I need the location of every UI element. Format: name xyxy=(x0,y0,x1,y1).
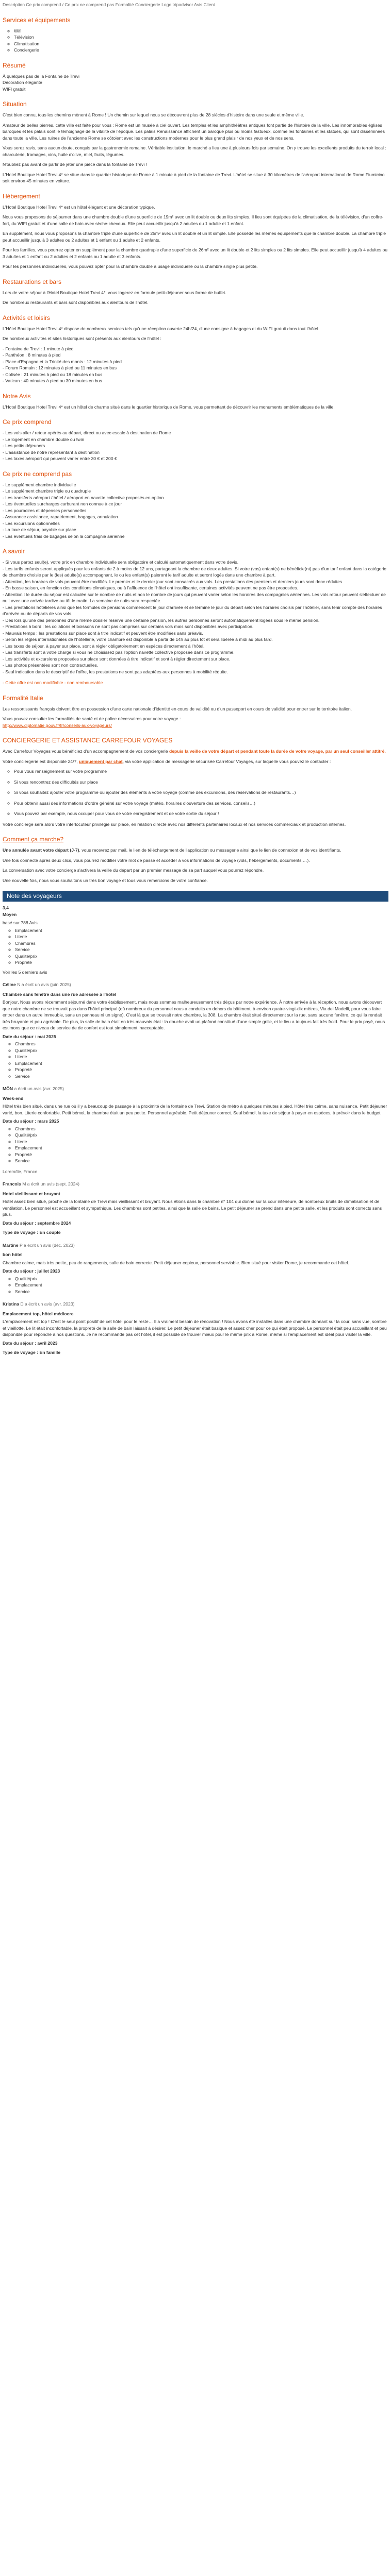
a-savoir-section xyxy=(3,548,388,686)
review-body: L'emplacement est top ! C'est le seul point positif de cet hôtel pour le reste… Il a vraiment besoin de rénovation ! Nous avons été installés dans une chambre donnant sur la cour, sans vue, sombre et vieillotte. Le lit était inconfortable, la propreté de la salle de bain laissait à désirer. Le petit déjeuner était basique et assez cher pour ce qui était proposé. Le personnel était peu accueillant et peu disponible pour répondre à nos questions. Je ne recommande pas cet hôtel, il est possible de trouver mieux pour le même prix à Rome, même si l'emplacement est idéal pour visiter la ville. xyxy=(3,1319,387,1337)
prix-nonc-item: - Les éventuelles surcharges carburant non connue à ce jour xyxy=(3,501,122,506)
conciergerie-text: Votre conciergerie est disponible 24/7, xyxy=(3,758,79,764)
review-meta: a écrit un avis (avr. 2025) xyxy=(14,1086,64,1091)
review-body: Chambre calme, mais très petite, peu de rangements, salle de bain correcte. Petit déjeuner copieux, personnel serviable. Bien situé pour visiter Rome, je recommande cet hôtel. xyxy=(3,1260,349,1265)
resume-section xyxy=(3,62,388,93)
conciergerie-paragraph: Votre concierge sera alors votre interlocuteur privilégié sur place, en relation directe avec nos différents partenaires locaux et nos services commerciaux et production internes. xyxy=(3,821,346,827)
review-criteria xyxy=(3,1126,388,1164)
prix-comprend-item: - Le logement en chambre double ou twin xyxy=(3,436,85,442)
conciergerie-section xyxy=(3,737,388,827)
review-header xyxy=(3,981,388,988)
prix-nonc-item: - Assurance assistance, rapatriement, bagages, annulation xyxy=(3,514,118,519)
reviewer-name: Céline xyxy=(3,982,16,987)
comment-section xyxy=(3,836,388,884)
services-title: Services et équipements xyxy=(3,16,71,24)
review-criterion: ◦ Chambres xyxy=(15,1041,388,1047)
review-type: Type de voyage : En famille xyxy=(3,1350,61,1355)
situation-title: Situation xyxy=(3,100,27,108)
review-title: Week-end xyxy=(3,1095,24,1101)
formalite-section xyxy=(3,694,388,729)
conciergerie-paragraph xyxy=(3,758,388,765)
review-location: Lorem/Ile, France xyxy=(3,1168,38,1174)
intro-line: Description Ce prix comprend / Ce prix ne comprend pas Formalité Conciergerie Logo tripadvisor Avis Client xyxy=(3,2,215,7)
conciergerie-item: ◦ Si vous souhaitez ajouter votre programme ou ajouter des éléments à votre voyage (comme des excursions, des réservations de restaurants…) xyxy=(14,789,388,796)
a-savoir-item: - Les prestations hôtelières ainsi que les formules de pensions commencent le jour d'arrivée et se termine le jour du départ selon les horaires choisis par l'hôtelier, sans tenir compte des horaires d'arrivée ou de départs de vos vols. xyxy=(3,604,382,616)
hebergement-paragraph: L'Hotel Boutique Hotel Trevi 4* est un hôtel élégant et une décoration typique. xyxy=(3,204,155,210)
a-savoir-item: - Mauvais temps : les prestations sur place sont à titre indicatif et peuvent être modifiées sans préavis. xyxy=(3,630,203,636)
review-meta: P a écrit un avis (déc. 2023) xyxy=(19,1242,75,1248)
review-title: Hotel vieillissant et bruyant xyxy=(3,1191,60,1196)
prix-nonc-item: - Le supplément chambre individuelle xyxy=(3,482,76,487)
a-savoir-item: - Prestations à bord : les collations et boissons ne sont pas comprises sur certains vols mais sont disponibles avec participation. xyxy=(3,624,254,629)
prix-comprend-item: - Les vols aller / retour opérés au départ, direct ou avec escale à destination de Rome xyxy=(3,430,171,435)
review-date: Date du séjour : mai 2025 xyxy=(3,1033,56,1039)
restaurations-title: Restaurations et bars xyxy=(3,278,62,285)
situation-paragraph: L'Hotel Boutique Hotel Trevi 4* se situe dans le quartier historique de Rome à 1 minute à pied de la fontaine de Trevi. L'hôtel se situe à 30 kilomètres de l'aéroport international de Rome Fiumicino soit environ 45 minutes en voiture. xyxy=(3,172,385,183)
reviewer-name: MÖN xyxy=(3,1086,13,1091)
review-title: Chambre sans fenêtre dans une rue adressée à l'hôtel xyxy=(3,991,117,997)
review-criterion: ◦ Emplacement xyxy=(15,1060,388,1067)
non-modifiable-notice: - Cette offre est non modifiable - non remboursable xyxy=(3,680,103,685)
situation-paragraph: Vous serez ravis, sans aucun doute, conquis par la gastronomie romaine. Véritable institution, le marché a lieu une à plusieurs fois par semaine. On y trouve les excellents produits du terroir local : charcuterie, fromages, vins, huile d'olive, miel, fruits, légumes. xyxy=(3,145,386,157)
services-list xyxy=(3,28,388,54)
rating-label: Moyen xyxy=(3,911,17,917)
resume-lines xyxy=(3,73,388,93)
review-criteria xyxy=(3,1276,388,1295)
review-title: Emplacement top, hôtel médiocre xyxy=(3,1311,74,1316)
a-savoir-list xyxy=(3,559,388,675)
criterion-item: ◦ Service xyxy=(15,946,388,953)
restaurations-paragraph: Lors de votre séjour à l'Hotel Boutique Hotel Trevi 4*, vous logerez en formule petit-déjeuner sous forme de buffet. xyxy=(3,290,226,295)
voyageurs-bar: Note des voyageurs xyxy=(3,891,388,902)
review-criterion: ◦ Chambres xyxy=(15,1126,388,1132)
conciergerie-text: , via votre application de messagerie sécurisée Carrefour Voyages, sur laquelle vous pouvez le contacter : xyxy=(122,758,331,764)
conciergerie-item: ◦ Pour obtenir aussi des informations d'ordre général sur votre voyage (météo, horaires d'ouverture des services, conseils…) xyxy=(14,800,388,807)
conciergerie-item: ◦ Pour vous renseignement sur votre programme xyxy=(14,768,388,775)
review-title: bon hôtel xyxy=(3,1252,23,1257)
criterion-item: ◦ Qualité/prix xyxy=(15,953,388,960)
reviewer-name: Kristina xyxy=(3,1301,19,1307)
review-criterion: ◦ Service xyxy=(15,1158,388,1164)
a-savoir-item: - En basse saison, en fonction des conditions climatiques, ou à l'affluence de l'hôtel ont insuffisante, certaines activités peuvent ne pas être proposées. xyxy=(3,585,298,590)
formalite-title: Formalité Italie xyxy=(3,694,43,702)
review-card xyxy=(3,1181,388,1236)
resume-line: WIFI gratuit xyxy=(3,86,26,92)
activites-paragraph: L'Hôtel Boutique Hotel Trevi 4* dispose de nombreux services tels qu'une réception ouverte 24h/24, d'une consigne à bagages et du WIFI gratuit dans tout l'hôtel. xyxy=(3,326,320,331)
activites-sites xyxy=(3,346,388,384)
activites-paragraph: De nombreux activités et sites historiques sont présents aux alentours de l'hôtel : xyxy=(3,336,161,341)
comment-paragraph: Une nouvelle fois, nous vous souhaitons un très bon voyage et tous vous remercions de votre confiance. xyxy=(3,877,208,883)
rating-criteria xyxy=(3,927,388,966)
review-date: Date du séjour : juillet 2023 xyxy=(3,1268,60,1274)
comment-paragraph: Une fois connecté après deux clics, vous pourrez modifier votre mot de passe et accéder à vos informations de voyage (vols, hébergements, documents,…). xyxy=(3,857,310,863)
review-card xyxy=(3,1086,388,1175)
service-item: ◦ Wifi xyxy=(14,28,388,35)
prix-nonc-item: - Les pourboires et dépenses personnelles xyxy=(3,507,87,513)
a-savoir-item: - Attention : le durée du séjour est calculée sur le nombre de nuits et non le nombre de jours qui peuvent varier selon les horaires des compagnies aériennes. Les vols retour peuvent s'effectuer de nuit avec une arrivée tardive ou tôt le matin. La semaine de nuits sera respectée. xyxy=(3,591,386,603)
see-reviews-link[interactable]: Voir les 5 derniers avis xyxy=(3,969,47,975)
review-criterion: ◦ Service xyxy=(15,1289,388,1295)
criterion-item: ◦ Propreté xyxy=(15,959,388,966)
comment-text: , vous recevrez par mail, le lien de téléchargement de l'application ou messagerie ainsi que le lien de connexion et de vos identifiants. xyxy=(79,848,341,853)
a-savoir-item: - Les taxes de séjour, à payer sur place, sont à régler obligatoirement en espèces directement à l'hôtel. xyxy=(3,643,205,649)
service-item: ◦ Télévision xyxy=(14,34,388,41)
review-criterion: ◦ Qualité/prix xyxy=(15,1132,388,1139)
review-card xyxy=(3,981,388,1079)
review-criterion: ◦ Literie xyxy=(15,1139,388,1145)
restaurations-section xyxy=(3,278,388,306)
prix-nonc-item: - Les éventuels frais de bagages selon la compagnie aérienne xyxy=(3,533,125,539)
conciergerie-paragraph xyxy=(3,748,388,755)
notre-avis-section xyxy=(3,393,388,411)
hebergement-paragraph: Pour les personnes individuelles, vous pouvez opter pour la chambre double à usage individuelle ou la chambre single plus petite. xyxy=(3,264,258,269)
situation-paragraph: Amateur de belles pierres, cette ville est faite pour vous : Rome est un musée à ciel ouvert. Les temples et les amphithéâtres antiques font partie de l'histoire de la ville. Les innombrables églises baroques et les palais sont le témoignage de la vitalité de l'époque. Les palais Renaissance affichent un baroque plus ou moins fastueux, comme les fontaines et les statues, qui sont disséminées dans toute la ville. Les ruines de l'ancienne Rome se côtoient avec les constructions modernes pour le plus grand plaisir de nos yeux et de nos sens. xyxy=(3,122,385,141)
review-type: Type de voyage : En couple xyxy=(3,1230,61,1235)
a-savoir-item: - Seul indication dans le descriptif de l'offre, les prestations ne sont pas adaptées aux personnes à mobilité réduite. xyxy=(3,669,228,674)
review-date: Date du séjour : septembre 2024 xyxy=(3,1220,71,1226)
services-section xyxy=(3,16,388,54)
review-criterion: ◦ Emplacement xyxy=(15,1282,388,1289)
service-item: ◦ Conciergerie xyxy=(14,47,388,54)
site-line: - Vatican : 40 minutes à pied ou 30 minutes en bus xyxy=(3,378,102,383)
hebergement-section xyxy=(3,193,388,270)
review-criterion: ◦ Literie xyxy=(15,1054,388,1060)
prix-nonc-section xyxy=(3,470,388,540)
prix-comprend-title: Ce prix comprend xyxy=(3,418,52,426)
review-header xyxy=(3,1181,388,1188)
comment-title: Comment ça marche? xyxy=(3,836,64,843)
situation-paragraph: C'est bien connu, tous les chemins mènent à Rome ! Un chemin sur lequel nous se découvrent plus de 28 siècles d'histoire dans une seule et même ville. xyxy=(3,112,304,117)
conciergerie-item: ◦ Si vous rencontrez des difficultés sur place xyxy=(14,779,388,786)
site-line: - Place d'Espagne et la Trinité des monts : 12 minutes à pied xyxy=(3,359,122,364)
site-line: - Panthéon : 8 minutes à pied xyxy=(3,352,61,358)
rating-based-on: basé sur 788 Avis xyxy=(3,920,38,925)
activites-section xyxy=(3,314,388,384)
conciergerie-list xyxy=(3,768,388,817)
prix-nonc-item: - Le supplément chambre triple ou quadruple xyxy=(3,488,91,494)
comment-paragraph: La conversation avec votre concierge s'activera la veille du départ par un premier message de sa part auquel vous pourrez répondre. xyxy=(3,868,264,873)
conciergerie-title: CONCIERGERIE ET ASSISTANCE CARREFOUR VOYAGES xyxy=(3,737,173,744)
activites-title: Activités et loisirs xyxy=(3,314,51,321)
review-body: Hôtel très bien situé, dans une rue où il y a beaucoup de passage à la proximité de la fontaine de Trevi. Station de métro à quelques minutes à pied. Hôtel très calme, sans nuisance. Petit déjeuner varié, bon. Literie confortable. Petit bémol, la chambre était un peu petite. Personnel agréable. Petit déjeuner correct. Seul bémol, la taxe de séjour à payer en espèces, à prévoir dans le budget. xyxy=(3,1104,387,1115)
a-savoir-item: - Les photos présentées sont non contractuelles. xyxy=(3,663,99,668)
review-header xyxy=(3,1086,388,1092)
conciergerie-text: Avec Carrefour Voyages vous bénéficiez d'un accompagnement de vos conciergerie xyxy=(3,749,169,754)
prix-comprend-list xyxy=(3,430,388,462)
conciergerie-item: ◦ Vous pouvez par exemple, nous occuper pour vous de votre enregistrement et de votre sortie du séjour ! xyxy=(14,810,388,817)
reviews-list xyxy=(3,981,388,1356)
notre-avis-paragraph: L'Hotel Boutique Hotel Trevi 4* est un hôtel de charme situé dans le quartier historique de Rome, vous permettant de découvrir les monuments emblématiques de la ville. xyxy=(3,404,335,410)
prix-nonc-item: - La taxe de séjour, payable sur place xyxy=(3,527,76,532)
prix-comprend-item: - L'assistance de notre représentant à destination xyxy=(3,449,100,455)
review-criterion: ◦ Qualité/prix xyxy=(15,1047,388,1054)
situation-section xyxy=(3,100,388,184)
hebergement-title: Hébergement xyxy=(3,192,40,200)
review-card xyxy=(3,1301,388,1356)
service-item: ◦ Climatisation xyxy=(14,41,388,47)
site-line: - Fontaine de Trevi : 1 minute à pied xyxy=(3,346,74,351)
prix-comprend-section xyxy=(3,418,388,462)
rating-score: 3,4 xyxy=(3,905,9,910)
conciergerie-highlight: uniquement par chat xyxy=(79,758,123,764)
review-meta: M a écrit un avis (sept. 2024) xyxy=(22,1181,80,1187)
review-body: Hotel assez bien situé, proche de la fontaine de Trevi mais vieillissant et bruyant. Nous étions dans la chambre n° 104 qui donne sur la cour intérieure, de nombreux bruits de climatisation et de ventilation. Le personnel est accueillant et sympathique. Les chambres sont petites, ainsi que la salle de bains. Le petit déjeuner se prend dans une petite salle, et les produits sont corrects sans plus. xyxy=(3,1199,382,1217)
review-criterion: ◦ Propreté xyxy=(15,1151,388,1158)
review-meta: D a écrit un avis (avr. 2023) xyxy=(20,1301,75,1307)
reviewer-name: Francois xyxy=(3,1181,21,1187)
prix-comprend-item: - Les petits déjeuners xyxy=(3,443,45,448)
prix-nonc-list xyxy=(3,482,388,540)
conciergerie-highlight: depuis la veille de votre départ et pendant toute la durée de votre voyage, par un seul conseiller attitré. xyxy=(169,749,386,754)
reviewer-name: Martine xyxy=(3,1242,19,1248)
review-card xyxy=(3,1242,388,1295)
criterion-item: ◦ Emplacement xyxy=(15,927,388,934)
a-savoir-item: - Les tarifs enfants seront appliqués pour les enfants de 2 à moins de 12 ans, partageant la chambre de deux adultes. Si votre (vos) enfant(s) ne bénéficie(nt) pas d'un tarif enfant dans la catégorie de chambre choisie par le (les) adulte(s) accompagnant, le ou les enfant(s) paieront le tarif adulte et seront logés dans une chambre à part. xyxy=(3,566,387,578)
criterion-item: ◦ Chambres xyxy=(15,940,388,947)
notre-avis-title: Notre Avis xyxy=(3,392,31,400)
site-line: - Colisée : 21 minutes à pied ou 18 minutes en bus xyxy=(3,371,103,377)
review-header xyxy=(3,1301,388,1308)
restaurations-paragraph: De nombreux restaurants et bars sont disponibles aux alentours de l'hôtel. xyxy=(3,300,149,305)
review-body: Bonjour, Nous avons récemment séjourné dans votre établissement, mais nous sommes malheureusement très déçus par notre expérience. À notre arrivée à la réception, nous avons découvert que notre chambre ne se trouvait pas dans l'hôtel principal (où nombreux du personnel nous a conduits en dehors du bâtiment, à environ quatre-vingt-dix mètres, Via dei Modelli, pour vous faire entrer dans un autre immeuble, sans un panneau ni un signe). C'est là que se trouvait notre chambre, la 308. La chambre était situé directement sur la rue, sans aucune fenêtre, ce qui la rendait très bruyante et peu agréable. De plus, la salle de bain était en très mauvais état : la douche avait un plafond constitué d'une simple grille, et le lieu a toujours fait très froid. Pour le prix payé, nous estimons que ce niveau de service de de confort est tout simplement inacceptable. xyxy=(3,999,385,1030)
a-savoir-item: - Selon les règles internationales de l'hôtellerie, votre chambre est disponible à partir de 14h au plus tôt et sera libérée à midi au plus tard. xyxy=(3,637,273,642)
review-criterion: ◦ Qualité/prix xyxy=(15,1276,388,1282)
a-savoir-item: - Attention, les horaires de vols peuvent être modifiés. Le premier et le dernier jour sont consacrés aux vols. Les prestations des premiers et derniers jours sont donc réduites. xyxy=(3,579,344,584)
resume-line: À quelques pas de la Fontaine de Trevi xyxy=(3,73,80,79)
prix-nonc-title: Ce prix ne comprend pas xyxy=(3,470,72,478)
hebergement-paragraph: En supplément, nous vous proposons la chambre triple d'une superficie de 25m² avec un lit double et un lit simple. Elle possède les mêmes équipements que la chambre double. La chambre triple peut accueillir jusqu'à 3 adultes ou 2 adultes et 1 enfant ou 1 adulte et 2 enfants. xyxy=(3,231,386,243)
review-criteria xyxy=(3,1041,388,1079)
a-savoir-item: - Les transferts sont à votre charge si vous ne choisissez pas l'option navette collective proposée dans ce programme. xyxy=(3,650,235,655)
comment-paragraph xyxy=(3,847,388,854)
review-criterion: ◦ Propreté xyxy=(15,1066,388,1073)
a-savoir-item: - Les activités et excursions proposées sur place sont données à titre indicatif et sont à régler directement sur place. xyxy=(3,656,231,662)
a-savoir-item: - Dès lors qu'une des personnes d'une même dossier réserve une certaine pension, les autres personnes seront automatiquement logées sous le même pension. xyxy=(3,617,320,623)
diplomatie-link[interactable]: http://www.diplomatie.gouv.fr/fr/conseils-aux-voyageurs/ xyxy=(3,722,112,728)
review-meta: N a écrit un avis (juin 2025) xyxy=(17,982,71,987)
criterion-item: ◦ Literie xyxy=(15,934,388,940)
hebergement-paragraph: Nous vous proposons de séjourner dans une chambre double d'une superficie de 19m² avec un lit double ou deux lits simples. Il lieu sont équipées de la climatisation, de la télévision, d'un coffre-fort, du WIFI gratuit et d'une salle de bain avec sèche-cheveux. Elle peut accueillir jusqu'à 2 adultes ou 1 adulte et 1 enfant. xyxy=(3,214,384,226)
prix-nonc-item: - Les transferts aéroport / hôtel / aéroport en navette collective proposés en option xyxy=(3,495,164,500)
formalite-paragraph: Vous pouvez consulter les formalités de santé et de police nécessaires pour votre voyage : xyxy=(3,716,181,721)
prix-nonc-item: - Les excursions optionnelles xyxy=(3,520,60,526)
a-savoir-item: - Si vous partez seul(e), votre prix en chambre individuelle sera obligatoire et calculé automatiquement dans votre devis. xyxy=(3,560,239,565)
resume-line: Décoration élégante xyxy=(3,80,42,85)
voyageurs-summary xyxy=(3,905,388,975)
review-criterion: ◦ Emplacement xyxy=(15,1145,388,1151)
hebergement-paragraph: Pour les familles, vous pourrez opter en supplément pour la chambre quadruple d'une superficie de 26m² avec un lit double et 2 lits simples ou 2 lits simples. Elle peut accueillir jusqu'à 4 adultes ou 3 adultes et 1 enfant ou 2 adultes et 2 enfants ou 1 adulte et 3 enfants. xyxy=(3,247,388,259)
site-line: - Forum Romain : 12 minutes à pied ou 11 minutes en bus xyxy=(3,365,117,370)
formalite-paragraph: Les ressortissants français doivent être en possession d'une carte nationale d'identité en cours de validité ou d'un passeport en cours de validité pour entrer sur le territoire italien. xyxy=(3,706,352,711)
review-header xyxy=(3,1242,388,1249)
review-date: Date du séjour : mars 2025 xyxy=(3,1118,59,1124)
comment-strong: Une annulée avant votre départ (J-7) xyxy=(3,848,79,853)
review-criterion: ◦ Service xyxy=(15,1073,388,1080)
situation-paragraph: N'oubliez pas avant de partir de jeter une pièce dans la fontaine de Trevi ! xyxy=(3,162,148,167)
review-date: Date du séjour : avril 2023 xyxy=(3,1340,58,1346)
resume-title: Résumé xyxy=(3,61,26,69)
a-savoir-title: A savoir xyxy=(3,548,25,555)
prix-comprend-item: - Les taxes aéroport qui peuvent varier entre 30 € et 200 € xyxy=(3,456,117,461)
